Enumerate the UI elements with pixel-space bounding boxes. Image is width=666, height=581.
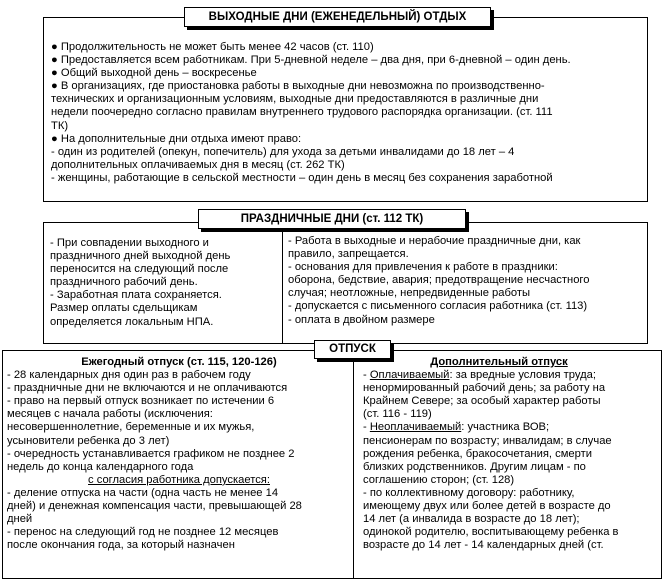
holidays-left-line: Размер оплаты сдельщикам	[50, 302, 198, 315]
weekly-rest-list	[51, 41, 647, 185]
paid-vacation-line: (ст. 116 - 119)	[363, 408, 432, 421]
paid-first: : за вредные условия труда;	[449, 369, 596, 382]
weekly-rest-line: ● На дополнительные дни отдыха имеют право:	[51, 132, 302, 145]
holidays-left-line: переносится на следующий после	[50, 263, 229, 276]
annual-vacation-line: дней	[7, 513, 33, 526]
weekly-rest-box	[43, 17, 648, 202]
weekly-rest-line: недели поочередно согласно правилам внутреннего трудового распорядка организации. (ст. 111	[51, 106, 553, 119]
annual-vacation-line: дней) и денежная компенсация части, превышающей 28	[7, 500, 302, 513]
additional-vacation-heading: Дополнительный отпуск	[430, 356, 568, 368]
annual-vacation-line: несовершеннолетние, беременные и их мужья,	[7, 421, 255, 434]
unpaid-vacation-line: - по коллективному договору: работнику,	[363, 486, 575, 499]
unpaid-vacation-item: - Неоплачиваемый: участника ВОВ;	[363, 421, 550, 434]
annual-vacation-list-a	[7, 369, 351, 474]
holidays-right-line: - оплата в двойном размере	[288, 313, 435, 326]
unpaid-vacation-list	[363, 435, 659, 553]
annual-vacation-line: - 28 календарных дня один раз в рабочем году	[7, 369, 251, 382]
annual-vacation-list-b	[7, 487, 351, 552]
unpaid-vacation-line: соглашению сторон; (ст. 128)	[363, 473, 515, 486]
annual-vacation-line: - очередность устанавливается графиком не позднее 2	[7, 447, 295, 460]
unpaid-vacation-line: возрасте до 14 лет - 14 календарных дней (ст.	[363, 539, 604, 552]
paid-vacation-list	[363, 382, 659, 421]
annual-vacation-line: - деление отпуска на части (одна часть не менее 14	[7, 486, 279, 499]
unpaid-vacation-line: близких родственников. Другим лицам - по	[363, 460, 586, 473]
holidays-left-line: праздничного рабочий день.	[50, 276, 198, 289]
holidays-right-line: - основания для привлечения к работе в праздники:	[288, 261, 558, 274]
annual-consent-heading: с согласия работника допускается:	[88, 473, 270, 486]
paid-vacation-line: ненормированный рабочий день; за работу на	[363, 382, 606, 395]
weekly-rest-line: дополнительных оплачиваемых дня в месяц (ст. 262 ТК)	[51, 158, 345, 171]
annual-vacation-line: недель до конца календарного года	[7, 460, 194, 473]
unpaid-vacation-line: имеющему двух или более детей в возрасте до	[363, 500, 611, 513]
additional-vacation-column	[353, 351, 661, 578]
annual-vacation-line: - праздничные дни не включаются и не оплачиваются	[7, 382, 288, 395]
holidays-right-line: - Работа в выходные и нерабочие праздничные дни, как	[288, 235, 581, 247]
annual-vacation-line: - право на первый отпуск возникает по истечении 6	[7, 395, 275, 408]
vacation-title: ОТПУСК	[314, 340, 391, 359]
paid-vacation-item: - Оплачиваемый: за вредные условия труда;	[363, 369, 596, 382]
holidays-right-line: случая; неотложные, непредвиденные работы	[288, 287, 531, 300]
weekly-rest-line: ТК)	[51, 119, 69, 132]
weekly-rest-title: ВЫХОДНЫЕ ДНИ (ЕЖЕНЕДЕЛЬНЫЙ) ОТДЫХ	[184, 7, 491, 27]
weekly-rest-line: ● Продолжительность не может быть менее 42 часов (ст. 110)	[51, 41, 374, 53]
holidays-title: ПРАЗДНИЧНЫЕ ДНИ (ст. 112 ТК)	[198, 209, 466, 229]
holidays-right-line: - допускается с письменного согласия работника (ст. 113)	[288, 300, 588, 313]
unpaid-label: Неоплачиваемый	[369, 421, 462, 434]
weekly-rest-line: технических и организационным условиям, выходные дни предоставляются в различные дни	[51, 93, 539, 106]
holidays-left-line: праздничного дней выходной день	[50, 250, 231, 263]
annual-vacation-heading: Ежегодный отпуск (ст. 115, 120-126)	[81, 356, 277, 368]
holidays-box	[43, 222, 648, 344]
holidays-right-line: правило, запрещается.	[288, 248, 409, 261]
weekly-rest-line: - женщины, работающие в сельской местности – один день в месяц без сохранения заработной	[51, 171, 553, 184]
unpaid-vacation-line: пенсионерам по возрасту; инвалидам; в случае	[363, 434, 612, 447]
unpaid-vacation-line: одинокой родителю, воспитывающему ребенка в	[363, 526, 619, 539]
weekly-rest-line: ● Предоставляется всем работникам. При 5-дневной неделе – два дня, при 6-дневной – один день.	[51, 54, 571, 67]
unpaid-first: : участника ВОВ;	[461, 421, 550, 434]
weekly-rest-line: - один из родителей (опекун, попечитель) для ухода за детьми инвалидами до 18 лет – 4	[51, 145, 515, 158]
paid-vacation-line: Крайнем Севере; за особый характер работы	[363, 395, 601, 408]
holidays-right-line: оборона, бедствие, авария; предотвращение несчастного	[288, 274, 590, 287]
weekly-rest-line: ● В организациях, где приостановка работы в выходные дни невозможна по производственно-	[51, 80, 545, 93]
unpaid-vacation-line: 14 лет (а инвалида в возрасте до 18 лет);	[363, 513, 580, 526]
vacation-box	[2, 350, 662, 579]
paid-label: Оплачиваемый	[369, 369, 450, 382]
annual-vacation-line: месяцев с начала работы (исключения:	[7, 408, 213, 421]
annual-vacation-line: усыновители ребенка до 3 лет)	[7, 434, 170, 447]
holidays-left-line: определяется локальным НПА.	[50, 315, 214, 328]
holidays-left-line: - Заработная плата сохраняется.	[50, 289, 222, 302]
holidays-left-column	[44, 223, 282, 343]
annual-vacation-line: - перенос на следующий год не позднее 12 месяцев	[7, 526, 279, 539]
weekly-rest-line: ● Общий выходной день – воскресенье	[51, 67, 257, 80]
annual-vacation-line: после окончания года, за который назначен	[7, 539, 235, 552]
holidays-right-column	[282, 223, 647, 343]
unpaid-vacation-line: рождения ребенка, бракосочетания, смерти	[363, 447, 592, 460]
annual-vacation-column	[3, 351, 353, 578]
holidays-left-line: - При совпадении выходного и	[50, 237, 209, 249]
